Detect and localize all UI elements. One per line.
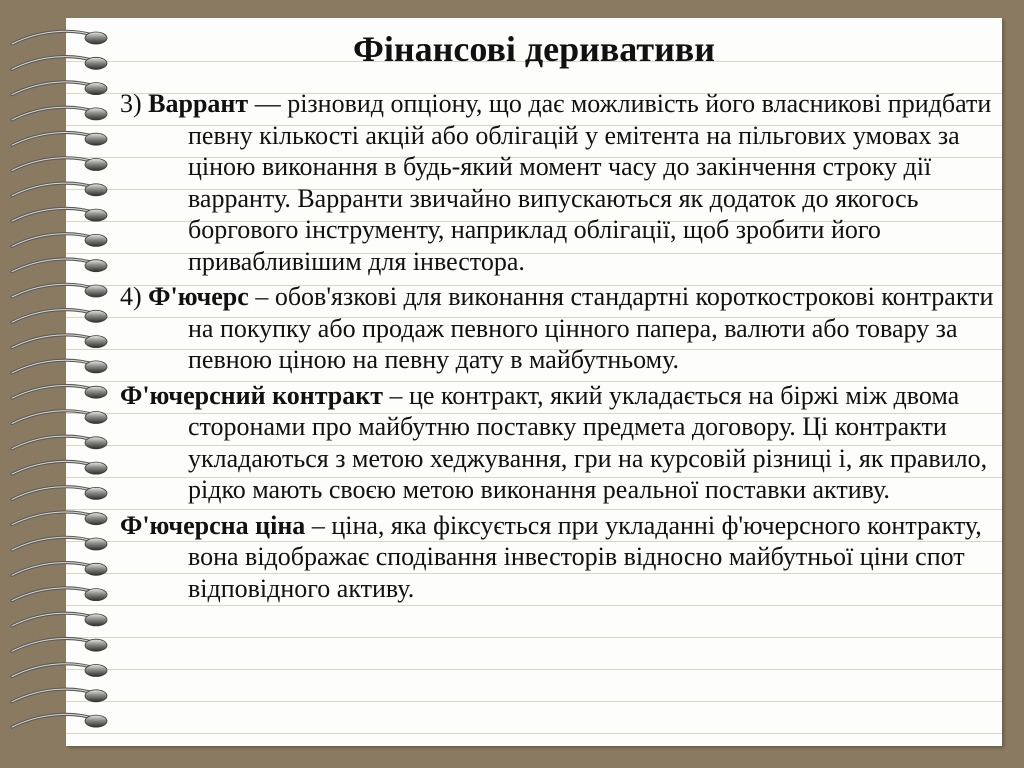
binding-ring xyxy=(12,461,107,474)
term-futures: Ф'ючерс xyxy=(148,282,249,311)
binding-ring xyxy=(12,588,107,601)
binding-ring xyxy=(12,563,107,576)
binding-ring xyxy=(12,537,107,550)
binding-ring xyxy=(12,639,107,652)
binding-ring xyxy=(12,487,107,500)
binding-ring xyxy=(12,714,107,727)
binding-ring xyxy=(12,208,107,221)
binding-ring xyxy=(12,512,107,525)
binding-ring xyxy=(12,158,107,171)
term-warrant: Варрант xyxy=(148,89,249,118)
binding-ring xyxy=(12,284,107,297)
binding-ring xyxy=(12,386,107,399)
definition-futures-contract xyxy=(120,380,1010,506)
definition-text: — різновид опціону, що дає можливість його власникові придбати певну кількості акцій або облігацій у емітента на пільгових умовах за ціною виконання в будь-який момент часу до закінчення строку дії варранту. Варранти звичайно випускаються як додаток до якогось боргового інструменту, наприклад облігації, щоб зробити його привабливішим для інвестора. xyxy=(188,89,992,276)
slide-title: Фінансові деривативи xyxy=(352,29,715,69)
binding-ring xyxy=(12,411,107,424)
binding-ring xyxy=(12,234,107,247)
definition-text: – обов'язкові для виконання стандартні короткострокові контракти на покупку або продаж певного цінного папера, валюти або товару за певною ціною на певну дату в майбутньому. xyxy=(188,282,994,374)
binding-ring xyxy=(12,310,107,323)
binding-ring xyxy=(12,664,107,677)
binding-ring xyxy=(12,183,107,196)
item-number: 3) xyxy=(120,89,149,118)
binding-ring xyxy=(12,335,107,348)
definition-warrant xyxy=(120,88,1010,277)
definition-text: – це контракт, який укладається на біржі між двома сторонами про майбутню поставку предмета договору. Ці контракти укладаються з метою хеджування, гри на курсовій різниці і, як правило, рідко мають своєю метою виконання реальної поставки активу. xyxy=(188,380,988,504)
definition-futures xyxy=(120,281,1010,376)
spiral-binding xyxy=(0,22,120,742)
binding-ring xyxy=(12,360,107,373)
definition-text: – ціна, яка фіксується при укладанні ф'ючерсного контракту, вона відображає сподівання інвесторів відносно майбутньої ціни спот відповідного активу. xyxy=(188,510,982,603)
binding-ring xyxy=(12,689,107,702)
binding-ring xyxy=(12,133,107,146)
item-number: 4) xyxy=(120,282,149,311)
binding-ring xyxy=(12,259,107,272)
slide-content xyxy=(120,88,1010,608)
binding-ring xyxy=(12,107,107,120)
term-futures-price: Ф'ючерсна ціна xyxy=(120,510,306,540)
definition-futures-price xyxy=(120,510,1010,605)
binding-ring xyxy=(12,613,107,626)
binding-ring xyxy=(12,82,107,95)
binding-ring xyxy=(12,436,107,449)
term-futures-contract: Ф'ючерсний контракт xyxy=(120,380,383,410)
